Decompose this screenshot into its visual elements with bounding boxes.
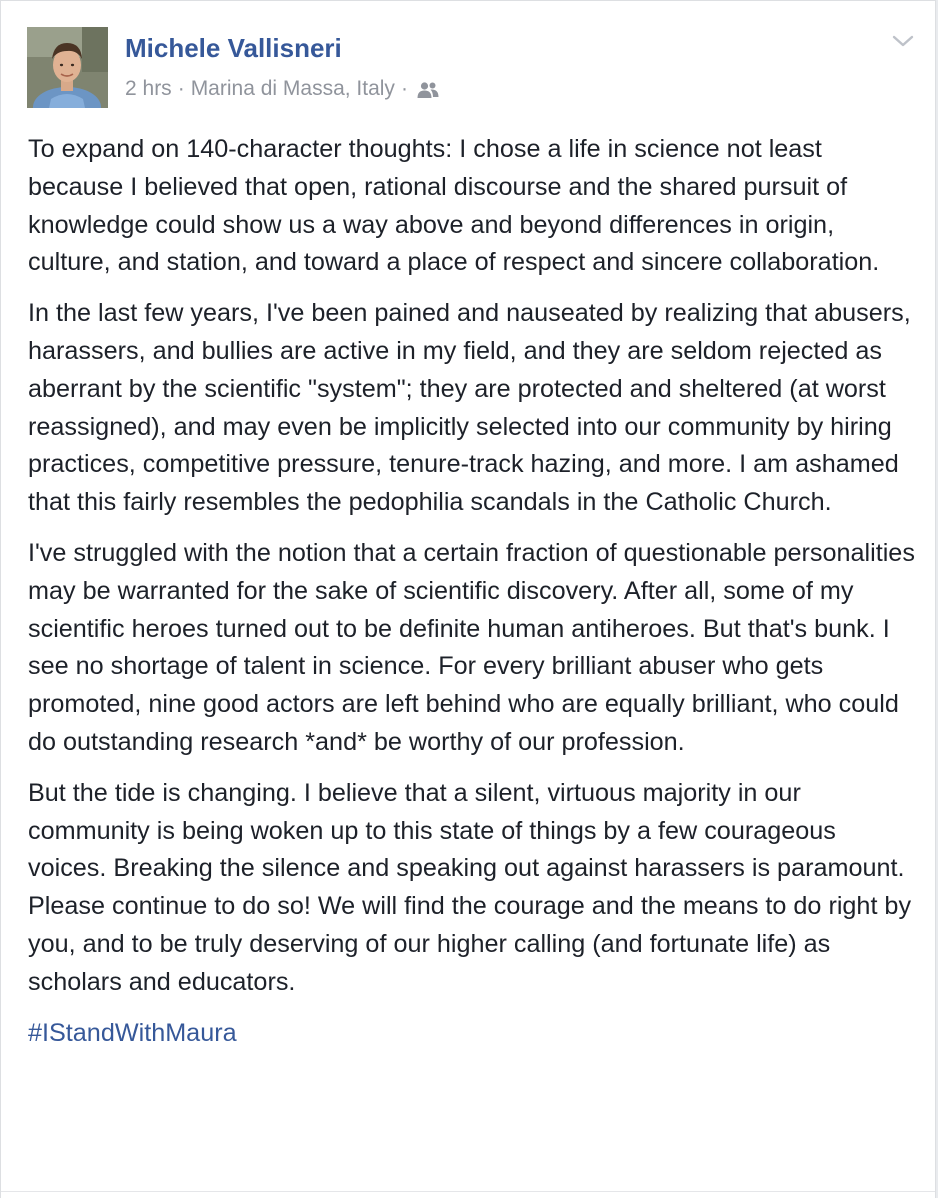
friends-icon[interactable] bbox=[416, 80, 440, 98]
post-header bbox=[27, 27, 915, 111]
author-name[interactable]: Michele Vallisneri bbox=[125, 33, 342, 63]
hashtag-line bbox=[28, 1015, 921, 1053]
divider bbox=[1, 1191, 935, 1192]
profile-photo bbox=[27, 27, 108, 108]
post-location[interactable]: Marina di Massa, Italy bbox=[190, 77, 395, 100]
post-paragraph: To expand on 140-character thoughts: I chose a life in science not least because I believed that open, rational discourse and the shared pursuit of knowledge could show us a way above and beyond differences in origin, culture, and station, and toward a place of respect and sincere collaboration. bbox=[28, 135, 880, 277]
post-timestamp[interactable]: 2 hrs bbox=[125, 77, 172, 100]
post-paragraph: I've struggled with the notion that a certain fraction of questionable personalities may be warranted for the sake of scientific discovery. After all, some of my scientific heroes turned out to be definite human antiheroes. But that's bunk. I see no shortage of talent in science. For every brilliant abuser who gets promoted, nine good actors are left behind who are equally brilliant, who could do outstanding research *and* be worthy of our profession. bbox=[28, 538, 915, 756]
chevron-down-icon[interactable] bbox=[891, 29, 915, 53]
hashtag-link[interactable]: #IStandWithMaura bbox=[28, 1018, 237, 1047]
post-paragraph: But the tide is changing. I believe that a silent, virtuous majority in our community is being woken up to this state of things by a few courageous voices. Breaking the silence and speaking out against harassers is paramount. Please continue to do so! We will find the courage and the means to do right by you, and to be truly deserving of our higher calling (and fortunate life) as scholars and educators. bbox=[28, 778, 912, 996]
meta-separator: · bbox=[177, 77, 185, 100]
avatar[interactable] bbox=[27, 27, 108, 108]
post-paragraph: In the last few years, I've been pained and nauseated by realizing that abusers, harassers, and bullies are active in my field, and they are seldom rejected as aberrant by the scientific "system"; they are protected and sheltered (at worst reassigned), and may even be implicitly selected into our community by hiring practices, competitive pressure, tenure-track hazing, and more. I am ashamed that this fairly resembles the pedophilia scandals in the Catholic Church. bbox=[28, 299, 911, 517]
post-meta bbox=[125, 76, 440, 102]
post-body bbox=[28, 131, 921, 1065]
meta-separator: · bbox=[400, 77, 408, 100]
